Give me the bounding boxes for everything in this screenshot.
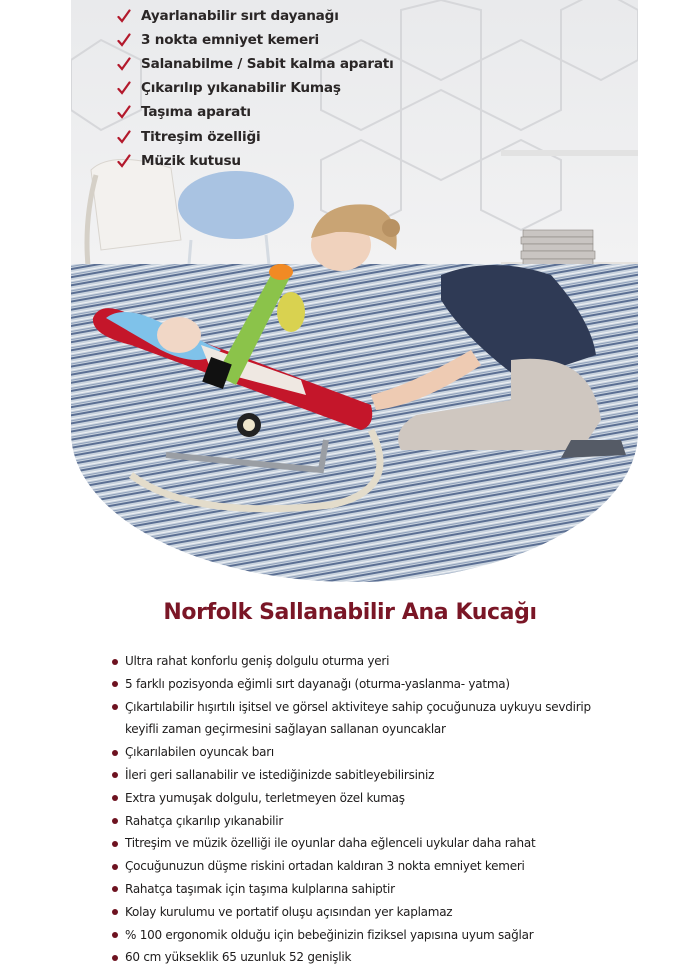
checkmark-icon	[117, 154, 131, 168]
checkmark-icon	[117, 57, 131, 71]
bullet-icon	[112, 886, 118, 892]
checkmark-icon	[117, 81, 131, 95]
list-item: Çıkarılabilen oyuncak barı	[112, 741, 612, 764]
feature-label: Müzik kutusu	[141, 152, 241, 169]
feature-item	[117, 100, 394, 124]
list-item: Kolay kurulumu ve portatif oluşu açısından yer kaplamaz	[112, 901, 612, 924]
list-item: Rahatça taşımak için taşıma kulplarına sahiptir	[112, 878, 612, 901]
product-feature-list	[112, 650, 612, 969]
bullet-icon	[112, 818, 118, 824]
list-item: 60 cm yükseklik 65 uzunluk 52 genişlik	[112, 946, 612, 969]
feature-item	[117, 76, 394, 100]
feature-item	[117, 28, 394, 52]
list-item: Çıkartılabilir hışırtılı işitsel ve görsel aktiviteye sahip çocuğunuza uykuyu sevdirip keyifli zaman geçirmesini sağlayan sallanan oyuncaklar	[112, 696, 612, 742]
bullet-icon	[112, 681, 118, 687]
bullet-icon	[112, 841, 118, 847]
bullet-icon	[112, 864, 118, 870]
checkmark-icon	[117, 130, 131, 144]
bullet-icon	[112, 750, 118, 756]
list-item: 5 farklı pozisyonda eğimli sırt dayanağı (oturma-yaslanma- yatma)	[112, 673, 612, 696]
list-item: Ultra rahat konforlu geniş dolgulu oturma yeri	[112, 650, 612, 673]
checkmark-icon	[117, 33, 131, 47]
bullet-icon	[112, 909, 118, 915]
checkmark-icon	[117, 105, 131, 119]
feature-item	[117, 52, 394, 76]
list-item: Extra yumuşak dolgulu, terletmeyen özel kumaş	[112, 787, 612, 810]
feature-label: Ayarlanabilir sırt dayanağı	[141, 8, 339, 25]
feature-label: Salanabilme / Sabit kalma aparatı	[141, 56, 394, 73]
feature-label: Titreşim özelliği	[141, 128, 261, 145]
bullet-icon	[112, 704, 118, 710]
feature-label: 3 nokta emniyet kemeri	[141, 32, 319, 49]
bullet-icon	[112, 659, 118, 665]
bullet-icon	[112, 795, 118, 801]
feature-item	[117, 4, 394, 28]
feature-label: Taşıma aparatı	[141, 104, 251, 121]
bullet-icon	[112, 772, 118, 778]
product-title: Norfolk Sallanabilir Ana Kucağı	[163, 600, 537, 625]
list-item: Rahatça çıkarılıp yıkanabilir	[112, 810, 612, 833]
bullet-icon	[112, 955, 118, 961]
feature-label: Çıkarılıp yıkanabilir Kumaş	[141, 80, 341, 97]
feature-item	[117, 124, 394, 148]
feature-item	[117, 149, 394, 173]
checkmark-icon	[117, 9, 131, 23]
list-item: Titreşim ve müzik özelliği ile oyunlar daha eğlenceli uykular daha rahat	[112, 832, 612, 855]
list-item: Çocuğunuzun düşme riskini ortadan kaldıran 3 nokta emniyet kemeri	[112, 855, 612, 878]
feature-checklist	[117, 4, 394, 173]
list-item: İleri geri sallanabilir ve istediğinizde sabitleyebilirsiniz	[112, 764, 612, 787]
list-item: % 100 ergonomik olduğu için bebeğinizin fiziksel yapısına uyum sağlar	[112, 924, 612, 947]
bullet-icon	[112, 932, 118, 938]
product-photo	[71, 0, 638, 582]
